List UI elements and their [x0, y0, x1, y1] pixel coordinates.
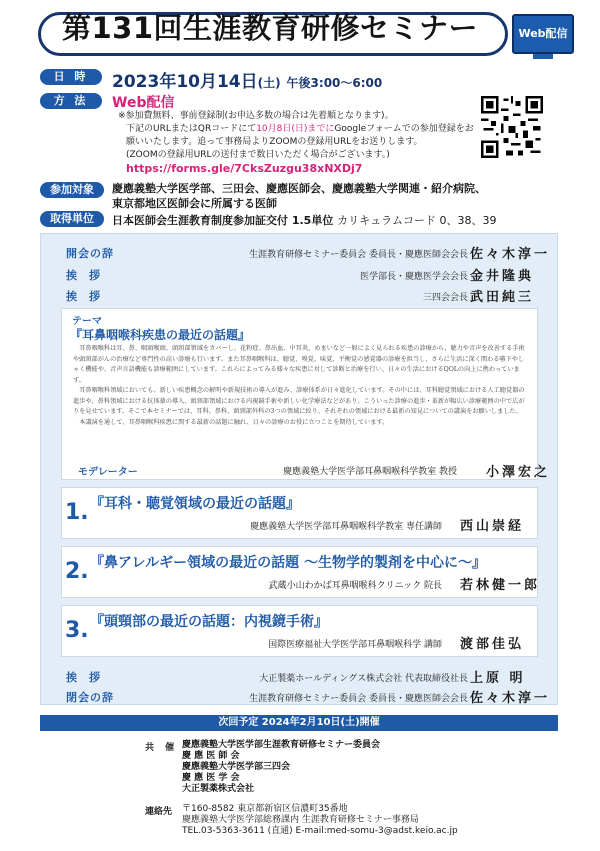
date-tag: 日 時 — [40, 69, 102, 85]
lecturer-role: 武蔵小山わかば耳鼻咽喉科クリニック 院長 — [268, 581, 442, 591]
greeting-role: 医学部長・慶應医学会会長 — [359, 272, 468, 282]
note-line: Googleフォームでの参加登録をお願いいたします。追って事務局よりZOOMの登録用URLをお送りします。 — [126, 124, 474, 147]
qr-code-icon[interactable] — [481, 96, 543, 158]
method-tag: 方 法 — [40, 93, 102, 109]
note-line: ※参加費無料、事前登録制(お申込多数の場合は先着順となります)。 — [118, 111, 394, 121]
theme-label: テーマ — [72, 316, 102, 327]
registration-notes — [118, 110, 478, 175]
web-streaming-badge — [512, 14, 574, 54]
greeting-role: 大正製薬ホールディングス株式会社 代表取締役社長 — [259, 674, 468, 684]
next-session-banner: 次回予定 2024年2月10日(土)開催 — [40, 715, 558, 731]
cohost-list — [182, 740, 380, 795]
credit-info — [112, 212, 497, 228]
lecturer-name: 渡部佳弘 — [460, 637, 525, 652]
method-value: Web配信 — [112, 95, 175, 111]
cohost-label: 共 催 — [145, 743, 179, 753]
registration-link[interactable]: https://forms.gle/7CksZuzgu38xNXDj7 — [126, 162, 363, 175]
contact-line: 〒160-8582 東京都新宿区信濃町35番地 — [182, 804, 348, 814]
target-tag: 参加対象 — [40, 182, 104, 198]
lecturer-role: 国際医療福祉大学医学部耳鼻咽喉科学 講師 — [268, 640, 442, 650]
opening-role: 生涯教育研修セミナー委員会 委員長・慶應医師会会長 — [249, 250, 468, 260]
theme-title: 『耳鼻咽喉科疾患の最近の話題』 — [70, 328, 251, 342]
curriculum-code: カリキュラムコード 0、38、39 — [337, 214, 497, 227]
closing-label: 閉会の辞 — [66, 691, 114, 704]
closing-role: 生涯教育研修セミナー委員会 委員長・慶應医師会会長 — [249, 694, 468, 704]
credit-tag: 取得単位 — [40, 211, 104, 227]
greeting-label: 挨拶 — [66, 269, 112, 282]
date-time: 午後3:00～6:00 — [286, 76, 383, 90]
opening-speaker: 佐々木淳一 — [470, 247, 551, 262]
greeting-role: 三四会会長 — [422, 293, 468, 303]
cohost-item: 慶應義塾大学医学部生涯教育研修セミナー委員会 — [182, 740, 381, 750]
greeting-speaker: 上原 明 — [470, 671, 526, 686]
lecture-number: 3. — [65, 618, 89, 643]
moderator-name: 小澤宏之 — [486, 465, 551, 480]
theme-paragraph: 本講演を通して、耳鼻咽喉科疾患に関する最新の話題に触れ、日々の診療のお役に立つことを期待しています。 — [79, 418, 389, 426]
credit-value: 日本医師会生涯教育制度参加証交付 1.5単位 — [112, 214, 334, 227]
moderator-label: モデレーター — [78, 467, 138, 478]
lecture-title: 『鼻アレルギー領域の最近の話題 ～生物学的製剤を中心に～』 — [90, 555, 486, 571]
theme-description — [73, 344, 529, 428]
target-line: 東京都地区医師会に所属する医師 — [112, 197, 277, 210]
note-line: (ZOOMの登録用URLの送付まで数日いただく場合がございます。) — [126, 150, 390, 160]
target-audience — [112, 181, 486, 211]
page-title: 第131回生涯教育研修セミナー — [62, 11, 479, 45]
contact-line: TEL.03-5363-3611 (直通) E-mail:med-somu-3@adst.keio.ac.jp — [182, 826, 458, 836]
greeting-label: 挨拶 — [66, 671, 112, 684]
date-main: 2023年10月14日 — [112, 72, 258, 92]
lecturer-role: 慶應義塾大学医学部耳鼻咽喉科学教室 専任講師 — [250, 522, 442, 532]
lecturer-name: 若林健一郎 — [460, 578, 541, 593]
cohost-item: 慶 應 医 学 会 — [182, 773, 240, 783]
contact-label: 連絡先 — [145, 807, 173, 817]
event-date — [112, 67, 382, 92]
greeting-label: 挨拶 — [66, 290, 112, 303]
lecturer-name: 西山崇経 — [460, 519, 525, 534]
cohost-item: 慶 應 医 師 会 — [182, 751, 240, 761]
cohost-item: 慶應義塾大学医学部三四会 — [182, 762, 291, 772]
note-line: 下記のURLまたはQRコードにて — [126, 124, 257, 134]
contact-info — [182, 804, 458, 837]
theme-paragraph: 耳鼻咽喉科領域においても、新しい疾患概念の解明や新規技術の導入が進み、診療体系が日々進化しています。その中には、耳科聴覚領域における人工聴覚器の進歩や、鼻科領域における抗体薬の導入、頭頸部領域における内視鏡手術や新しい化学療法などがあり、こういった診療の進歩・革新が幅広い診療範囲の中で広がりを見せています。そこで本セミナーでは、耳科、鼻科、頭頸部外科の3つの領域に絞り、それぞれの領域における最新の知見についての講演をお願いしました。 — [73, 387, 525, 415]
deadline-text: 10月8日(日)までに — [256, 124, 335, 134]
moderator-role: 慶應義塾大学医学部耳鼻咽喉科学教室 教授 — [283, 467, 457, 477]
greeting-speaker: 武田純三 — [470, 290, 535, 305]
monitor-stand-icon — [533, 54, 553, 59]
lecture-title: 『頭頸部の最近の話題：内視鏡手術』 — [90, 614, 328, 630]
contact-line: 慶應義塾大学医学部総務課内 生涯教育研修セミナー事務局 — [182, 815, 419, 825]
date-day: (土) — [257, 76, 281, 90]
opening-label: 開会の辞 — [66, 247, 114, 260]
target-line: 慶應義塾大学医学部、三田会、慶應医師会、慶應義塾大学関連・紹介病院、 — [112, 182, 486, 195]
cohost-item: 大正製薬株式会社 — [182, 784, 255, 794]
closing-speaker: 佐々木淳一 — [470, 691, 551, 706]
greeting-speaker: 金井隆典 — [470, 269, 535, 284]
web-badge-label: Web配信 — [518, 27, 568, 40]
lecture-title: 『耳科・聴覚領域の最近の話題』 — [90, 496, 300, 512]
theme-paragraph: 耳鼻咽喉科は耳、鼻、咽頭喉頭、頭頸部領域をカバーし、花粉症、鼻出血、中耳炎、めまいなど一般によく見られる疾患の診療から、聴力や音声を改善する手術や頭頸部がんの治療など専門性の高い診療も行います。また耳鼻咽喉科は、聴覚、嗅覚、味覚、平衡覚の感覚器の診療を担当し、さらに生活に深く関わる嚥下やしゃく機能や、音声言語機能も診療範囲にしています。これらによってみる様々な疾患に対して診断と治療を行い、日々の生活におけるQOLの向上に携わっています。 — [73, 345, 525, 384]
lecture-number: 1. — [65, 500, 89, 525]
lecture-number: 2. — [65, 559, 89, 584]
